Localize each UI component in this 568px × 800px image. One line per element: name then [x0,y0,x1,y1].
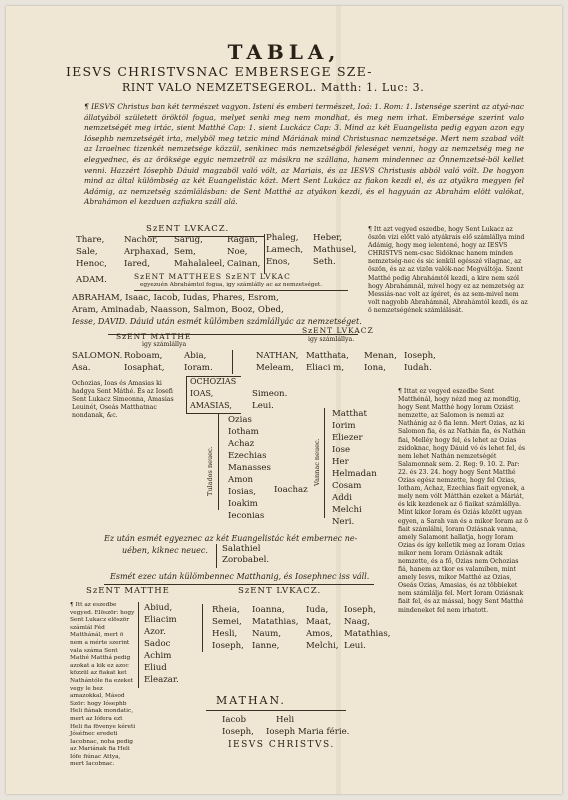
simeon-column: Simeon. Leui. [252,389,288,411]
mathan-row1-b: Heli [276,715,295,725]
matthew-line-col-1: SALOMON. Asa. [72,351,123,373]
document-subtitle-line2: RINT VALO NEMZETSEGEROL. Matth: 1. Luc: 3. [122,81,425,94]
mathan-bracket [206,710,346,711]
mathan-row1-a: Iacob [222,715,247,725]
adam-label: ADAM. [76,275,107,285]
bracket-vertical [264,234,265,274]
matthew-heading-2: SzENT MATTHE [116,332,192,341]
agree-line-2: uében, kiknec neuec. [122,546,208,555]
abraham-line-3: Iesse, DAVID. Dáuid után esmét külömben számlállyác az nemzetséget. [72,317,362,326]
ochozias-column: OCHOZIAS IOAS, AMASIAS, [190,377,237,410]
bottom-matthew-bracket [138,602,139,688]
again-line: Esmét ezec után külömbennec Matthanig, és Iosephnec iss váll. [110,572,370,581]
mathan-row2-b: Ioseph Maria férie. [266,727,350,737]
tuladon-label: Tulados neuec. [206,446,214,496]
document-subtitle-line1: IESVS CHRISTVSNAC EMBERSEGE SZE- [66,64,373,79]
luke-line-col-2: Matthata, Eliaci m, [306,351,349,373]
luke-list-bracket [324,408,325,518]
document-sheet [6,6,562,794]
intro-paragraph: ¶ IESVS Christus ban két természet vagyon. Isteni és emberi természet, Ioá: 1. Rom: 1. Istensége szerint az atyá-nac állatyából született öröktöl fogua, melyet senki meg nem mondhat, és meg nem irhat. Embersége szerint valo nemzetségét meg irtác, sient Matthé Cap: 1. sient Luckácz Cap: 3. Mind az két Euangelista pedig egyan azon egy Iósephb nemzetségét irta, melyböl meg tetzic mind Máriának mind Christusnac nemzetsége. Mert nem szabad vólt az Izraelnec tizenkét nemzetsége közzül, senkinec más nemzetségböl feleséget venni, hogy az nemzetség meg ne elegyednec, és az öröksége egyic nemzetröl az másikra ne szállana, hanem mindennec az Önnemzetsé-böl kellet venni. Hazzért Iósephb Dáuid magzaböl való vólt, az Mariais, és az IESVS Christusis abból való vólt. De hogyon mind az által külömbség az két Euangelistác közt. Mert Sent Lukácz az fiakon kezdi el, és az atyákra megyen fel Adámig, az nemzetség számlálásban: de Sent Matthé az atyákon kezdi, és el hagyuán az Abrahám elött valókat, Abrahámon el kezduen azfiakra száll alá. [84,102,524,207]
right-note-top: ¶ Itt azt vegyed eszedbe, hogy Sent Lukacz az öszön vizi előtt való atyákrais elő számlállya mind Adámig, hogy meg ielentené, hogy az IESVS CHRISTVS nem-csac Sidóknac hanem minden nemzetség-nec és sic ienkül egésszé vilagnac, az öszön, és az az vizön valók-nac Megváltója. Szent Matthé pedig Abrahámtól kezdi, a kire nem szól hogy Abrahámnál, mivel hogy ez az nemzetség az Messiás-nac volt az ígéret, és az sem-mivel nem volt nagyobb Abrahámnál, Abrahámtól kezdi, és az ö nemzetségének számlálását. [368,226,528,314]
luke-subheading-2: igy számlállya. [308,336,355,343]
matthew-heading-3: SzENT MATTHE [86,586,170,596]
document-title: TABLA, [227,40,341,64]
bottom-luke-col-2: Ioanna, Matathias, Naum, Ianne, [252,605,299,651]
genealogy-col-1: Thare, Sale, Henoc, [76,235,107,269]
vannac-label: Vannac neuec. [313,438,321,486]
mathan-heading: MATHAN. [216,694,286,707]
ochozias-bracket [186,376,241,414]
salathiel-column: Salathiel Zorobabel. [222,544,270,565]
abraham-bracket [134,290,348,291]
matthew-luke-subheading: egyezuén Abrahámtol fogua, igy számlálly ac az nemzetséget. [140,282,323,288]
genealogy-col-6: Heber, Mathusel, Seth. [313,233,357,267]
luke-heading-2: SzENT LVKACZ [302,326,374,335]
bottom-luke-col-1: Rheia, Semei, Hesli, Ioseph, [212,605,244,651]
bottom-left-note: ¶ Itt az eszedbe vegyed. Elöször: hogy Sent Lukacz elöször számlál Féd Matthánál, mert ö nem a mérte szerint vala száma Sent Mathé Matthá pedig azokat a kik ez azoc közzül az fiakat ket Nathántóle fia ezeket vegy le bez amazokkal, Másod Ször: hogy Iósephb Heli fiának mondatic, mert az Iófera ezt Heli fia fövenye kéreti Jóséfnec eredeti Iacobnac, noha pedig az Mariának fia Heli Iófe fiúnac Attya, mert Iacobnac. [70,602,136,768]
bottom-matthew-column: Abiud, Eliacim Azor. Sadoc Achim Eliud Eleazar. [144,603,179,685]
divider-vertical [232,350,233,374]
luke-heading-top: SzENT LVKACZ. [146,224,230,234]
bottom-split-line [104,584,374,585]
bottom-luke-col-3: Iuda, Maat, Amos, Melchi, [306,605,339,651]
jesus-christus: IESVS CHRISTVS. [228,740,335,750]
luke-line-col-4: Ioseph, Iudah. [404,351,436,373]
luke-heading-3: SzENT LVKACZ. [238,586,322,596]
matthew-name-list: Ozias Iotham Achaz Ezechias Manasses Amon Iosias, Ioakim Ieconias [228,415,271,521]
abraham-line-2: Aram, Aminadab, Naasson, Salmon, Booz, Obed, [72,305,284,315]
right-note-middle: ¶ Ittat ez vegyed eszedbe Sent Matthénál, hogy nézd meg az mondtig, hogy Sent Matthé hogy Ioram Oziást nemzette, az Salomon is nemzi az Nathánig az ö fia lenn. Mert Ozias, az ki Salomon fia, és az Nathán fia, és Nathán fiai, Melléy hogy fel, és lehet az Ozias zsidoknac, hogy Dáuid vó és lehet fel, és nem lehet Nathán nemzetségét Salamonnak sem. 2. Reg: 9. 10. 2. Par: 22. és 23. 24. hogy hogy Sent Matthé Ozias egész nemzette, hogy fel Ozias, Iotham, Achaz, Ezechias fiait egyenek, a mely nem vólt Mátthán ezeket a Máriát, és kik kezdenek az ö fiaikat számlállya. Mint kikor Ioram és Oziás között ugyan egyen, a Sarah van és a mikor Ioram az ö fiait számlálni, Ioram Oziásnak vanna, amely Salamont hallatja, hogy Ioram Ozias és így kelletik meg az Ioram Ozias mikor nem Ioram Oziásnak adták nemzette, és a fő, Ozias nem Ochozias fiá, hanem az tkor es valamiben, mint amely Iesvs, mikor Matthé az Ozias, Oseás Ozias, Amasias, és az többieket nem számlálja fel. Mert Ioram Oziásnak fiait fel, és az mással, hogy Sent Matthé mindeneket fel nem irhatott. [398,388,529,614]
mathan-row2-a: Ioseph, [222,727,254,737]
genealogy-col-2: Nachor, Arphaxad, Iared, [124,235,169,269]
matthew-line-col-2: Roboam, Iosaphat, [124,351,165,373]
luke-line-col-1: NATHAN, Meleam, [256,351,299,373]
matthew-luke-heading: SzENT MATTHEES SzENT LVKAC [134,272,291,281]
genealogy-col-3: Sarug, Sem, Mahalaleel, [174,235,225,269]
abraham-line-1: ABRAHAM, Isaac, Iacob, Iudas, Phares, Esrom, [72,293,279,303]
luke-name-list: Matthat Iorim Eliezer Iose Her Helmadan Cosam Addi Melchi Neri. [332,409,377,527]
ioachaz-label: Ioachaz [274,485,308,495]
left-note: Ochozias, Ioas és Amasias ki hadgya Sent Máthé. És az Iosefi Sent Lukacz Simeonna, Amasias Leuinét, Oseás Matthatnac nondanak, &c. [72,380,174,420]
bottom-luke-col-4: Ioseph, Naag, Matathias, Leui. [344,605,391,651]
bottom-luke-bracket [202,604,203,652]
salathiel-bracket [216,544,217,568]
agree-line-1: Ez után esmét egyeznec az két Euangelistác két embernec ne- [104,534,358,543]
matthew-line-col-3: Abia, Ioram. [184,351,213,373]
matthew-subheading-2: igy számlállya [142,341,187,348]
genealogy-col-5: Phaleg, Lamech, Enos, [266,233,304,267]
matthew-list-bracket [218,414,219,510]
luke-line-col-3: Menan, Iona, [364,351,397,373]
genealogy-col-4: Ragan, Noe, Cainan, [227,235,261,269]
